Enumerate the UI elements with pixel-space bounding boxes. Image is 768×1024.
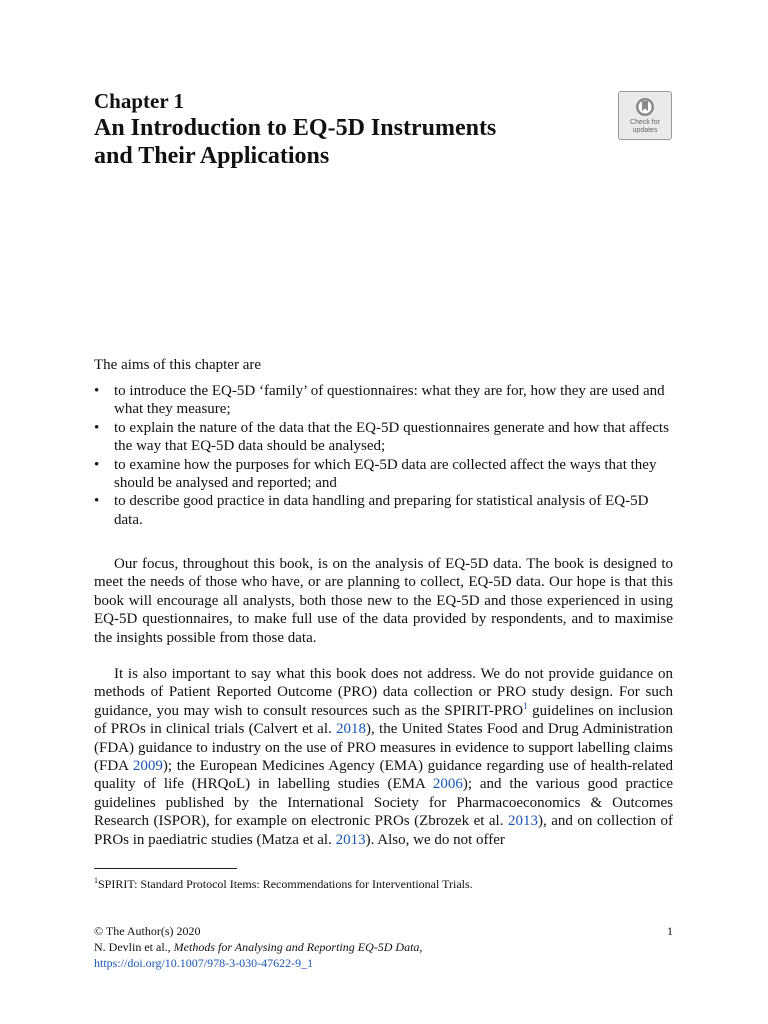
list-item-text: to examine how the purposes for which EQ-5D data are collected affect the ways that they should be analysed and reported; and [114,456,657,492]
citation-link-zbrozek[interactable]: 2013 [507,813,538,830]
bullet-icon: • [94,383,100,399]
footnote-mark: 1 [94,876,98,885]
badge-text-line-1: Check for [630,119,660,126]
paragraph-text: ), the United States Food and Drug Administration (FDA) guidance to industry on the use of PRO measures in evidence to support labelling claims (FDA [94,721,673,775]
paragraph-focus: Our focus, throughout this book, is on the analysis of EQ-5D data. The book is designed to meet the needs of those who have, or are planning to collect, EQ-5D data. Our hope is that this book will encourage all analysts, both those new to the EQ-5D and those experienced in using EQ-5D questionnaires, to make full use of the data provided by respondents, and to maximise the insights possible from those data. [94,556,673,646]
aims-list [94,382,673,529]
citation-authors: N. Devlin et al., [94,940,174,954]
copyright-line: © The Author(s) 2020 [94,924,201,938]
list-item-text: to describe good practice in data handling and preparing for statistical analysis of EQ-5D data. [114,493,649,528]
list-item [94,382,673,419]
badge-text [630,119,660,135]
paragraph-text: ); and the various good practice guidelines published by the International Society for Pharmacoeconomics & Outcomes Research (ISPOR), for example on electronic PROs (Zbrozek et al. [94,776,673,830]
page-number: 1 [667,924,673,938]
citation-line [94,939,673,955]
bookmark-icon [635,97,655,117]
list-item [94,492,673,529]
chapter-label: Chapter 1 [94,89,185,113]
footnote-divider [94,868,237,869]
chapter-title-line-2: and Their Applications [94,143,330,169]
list-item-text: to introduce the EQ-5D ‘family’ of questionnaires: what they are for, how they are used and what they measure; [114,383,665,418]
check-for-updates-badge[interactable] [618,91,672,140]
paragraph-scope [94,665,673,849]
paragraph-text: ), and on collection of PROs in paediatric studies (Matza et al. [94,813,673,848]
citation-link-fda[interactable]: 2009 [132,758,163,775]
chapter-title-line-1: An Introduction to EQ-5D Instruments [94,115,497,141]
list-item-text: to explain the nature of the data that the EQ-5D questionnaires generate and how that affects the way that EQ-5D data should be analysed; [114,419,669,455]
citation-link-ema[interactable]: 2006 [432,776,463,793]
aims-intro: The aims of this chapter are [94,357,262,373]
footnote-text: SPIRIT: Standard Protocol Items: Recommendations for Interventional Trials. [98,877,473,891]
bullet-icon: • [94,419,100,436]
list-item [94,419,673,456]
chapter-title [94,114,496,170]
citation-link-matza[interactable]: 2013 [335,831,366,848]
footnote-link[interactable]: 1 [523,700,528,711]
citation-punctuation: , [419,940,423,954]
paragraph-text: ). Also, we do not offer [365,831,505,848]
book-title: Methods for Analysing and Reporting EQ-5D Data [173,940,420,954]
paragraph-text: It is also important to say what this book does not address. We do not provide guidance on methods of Patient Reported Outcome (PRO) data collection or PRO study design. For such guidance, you may wish to consult resources such as the SPIRIT-PRO [94,666,673,719]
footnote [94,876,473,892]
bullet-icon: • [94,456,100,473]
doi-line [94,955,673,971]
paragraph-text: guidelines on inclusion of PROs in clinical trials (Calvert et al. [94,702,673,738]
badge-text-line-2: updates [632,127,658,134]
bullet-icon: • [94,493,100,510]
list-item [94,456,673,493]
paragraph-text: ); the European Medicines Agency (EMA) guidance regarding use of health-related quality of life (HRQoL) in labelling studies (EMA [94,758,673,793]
citation-link-calvert[interactable]: 2018 [336,721,367,738]
doi-link[interactable]: https://doi.org/10.1007/978-3-030-47622-9_1 [94,956,314,970]
